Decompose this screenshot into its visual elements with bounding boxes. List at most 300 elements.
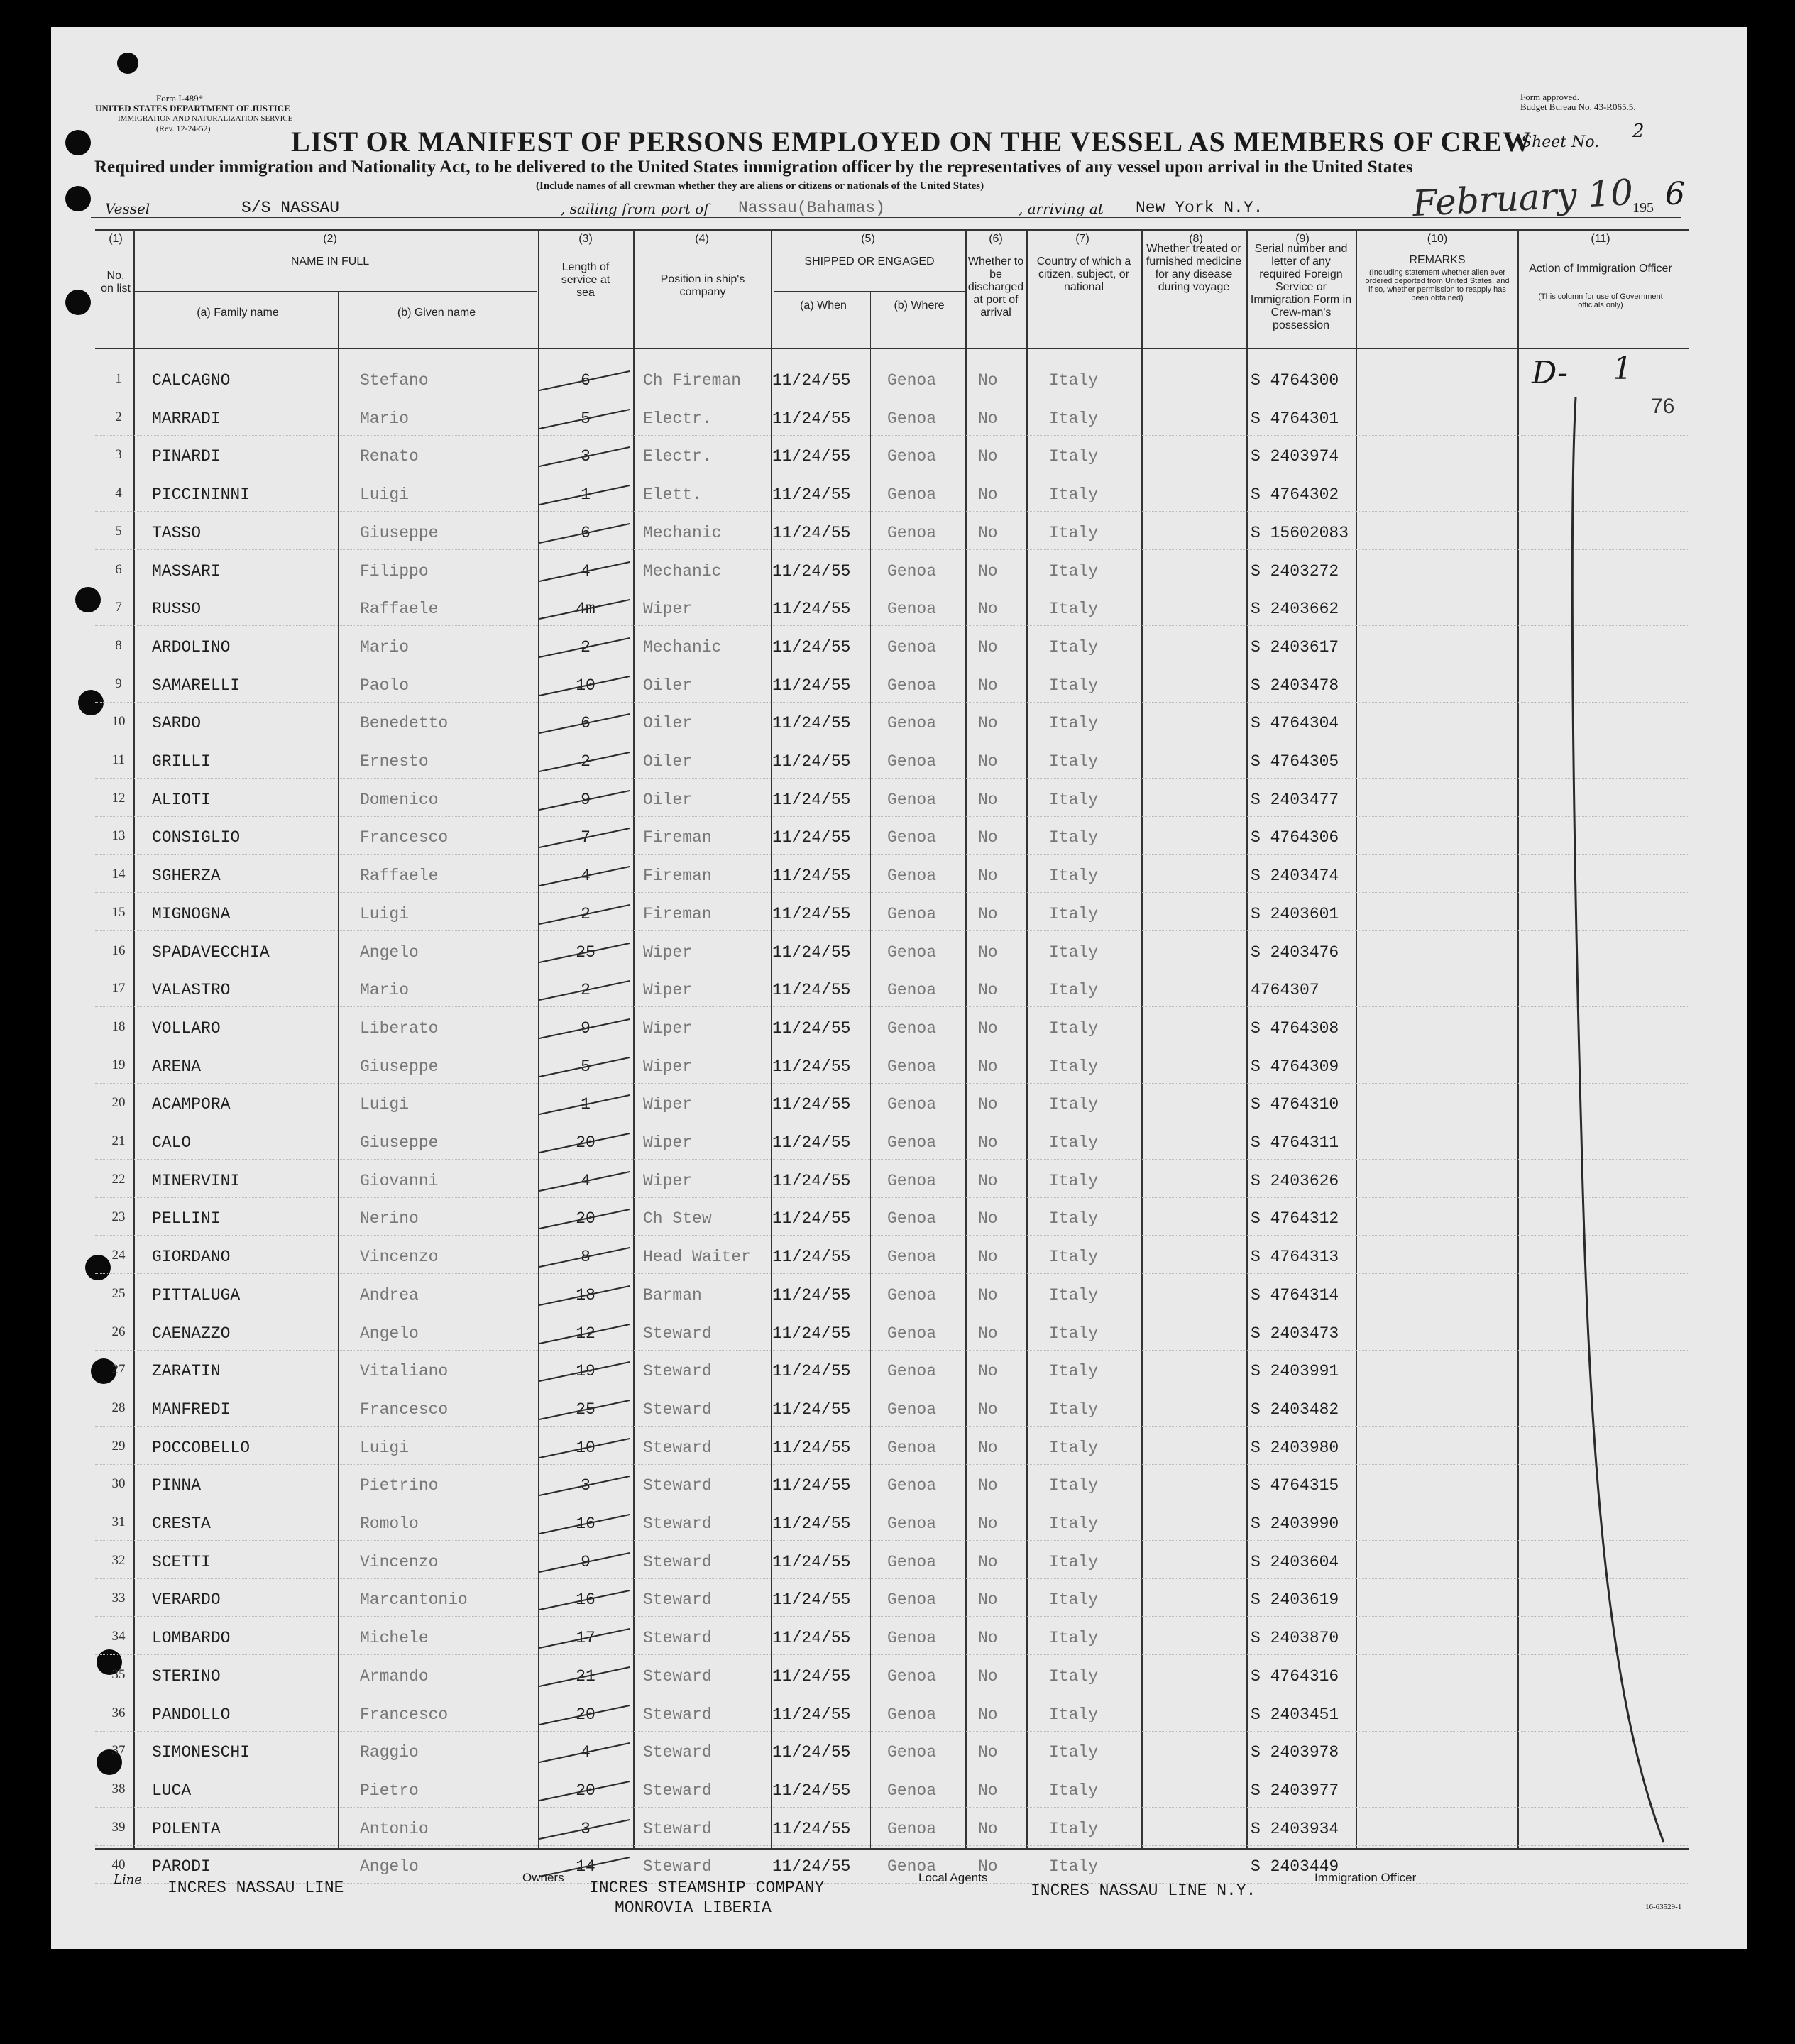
cell-serial: S 2403991 bbox=[1251, 1362, 1339, 1381]
cell-when: 11/24/55 bbox=[772, 1590, 851, 1610]
cell-serial: S 4764314 bbox=[1251, 1285, 1339, 1304]
cell-when: 11/24/55 bbox=[772, 714, 851, 733]
cell-country: Italy bbox=[1049, 867, 1099, 886]
cell-no: 13 bbox=[111, 828, 126, 844]
cell-no: 1 bbox=[115, 371, 122, 386]
cell-discharge: No bbox=[978, 637, 998, 656]
cell-discharge: No bbox=[978, 790, 998, 809]
cell-family: PANDOLLO bbox=[152, 1705, 231, 1724]
cell-no: 4 bbox=[115, 485, 122, 501]
cell-family: POLENTA bbox=[152, 1819, 221, 1838]
cell-where: Genoa bbox=[887, 371, 937, 390]
cell-no: 9 bbox=[115, 676, 122, 691]
cell-family: CAENAZZO bbox=[152, 1324, 231, 1343]
cell-service: 14 bbox=[576, 1857, 595, 1877]
cell-where: Genoa bbox=[887, 867, 937, 886]
cell-country: Italy bbox=[1049, 1324, 1099, 1343]
cell-serial: S 2403451 bbox=[1251, 1705, 1339, 1724]
cell-service: 9 bbox=[581, 1018, 591, 1038]
cell-when: 11/24/55 bbox=[772, 1476, 851, 1495]
col11-header: Action of Immigration Officer bbox=[1529, 263, 1672, 275]
arrival-date: February 10 bbox=[1411, 171, 1635, 225]
cell-given: Luigi bbox=[360, 1438, 410, 1457]
cell-given: Angelo bbox=[360, 1857, 419, 1877]
sheet-number: 2 bbox=[1632, 121, 1645, 142]
cell-where: Genoa bbox=[887, 1324, 937, 1343]
officer-mark-2: 1 bbox=[1613, 351, 1632, 387]
owners-value-1: INCRES STEAMSHIP COMPANY bbox=[589, 1879, 825, 1897]
cell-serial: S 2403934 bbox=[1251, 1819, 1339, 1838]
line-label: Line bbox=[114, 1872, 142, 1887]
cell-where: Genoa bbox=[887, 1552, 937, 1571]
cell-service: 2 bbox=[581, 752, 591, 771]
cell-country: Italy bbox=[1049, 523, 1099, 542]
cell-family: SPADAVECCHIA bbox=[152, 943, 270, 962]
cell-service: 20 bbox=[576, 1705, 595, 1724]
cell-family: POCCOBELLO bbox=[152, 1438, 251, 1457]
col9-number: (9) bbox=[1295, 233, 1310, 245]
cell-where: Genoa bbox=[887, 904, 937, 923]
cell-position: Steward bbox=[643, 1743, 712, 1762]
cell-country: Italy bbox=[1049, 1248, 1099, 1267]
cell-service: 21 bbox=[576, 1666, 595, 1686]
cell-no: 11 bbox=[111, 752, 126, 767]
cell-discharge: No bbox=[978, 561, 998, 581]
cell-country: Italy bbox=[1049, 676, 1099, 695]
cell-discharge: No bbox=[978, 1781, 998, 1800]
cell-service: 17 bbox=[576, 1629, 595, 1648]
cell-country: Italy bbox=[1049, 943, 1099, 962]
cell-family: PELLINI bbox=[152, 1209, 221, 1229]
cell-family: VALASTRO bbox=[152, 981, 231, 1000]
cell-position: Oiler bbox=[643, 676, 693, 695]
cell-discharge: No bbox=[978, 676, 998, 695]
cell-serial: S 4764306 bbox=[1251, 828, 1339, 847]
cell-country: Italy bbox=[1049, 1781, 1099, 1800]
cell-where: Genoa bbox=[887, 1285, 937, 1304]
cell-no: 30 bbox=[111, 1476, 126, 1492]
cell-where: Genoa bbox=[887, 637, 937, 656]
cell-service: 18 bbox=[576, 1285, 595, 1304]
cell-position: Mechanic bbox=[643, 523, 722, 542]
cell-when: 11/24/55 bbox=[772, 867, 851, 886]
cell-position: Steward bbox=[643, 1515, 712, 1533]
cell-service: 5 bbox=[581, 1057, 591, 1076]
cell-given: Angelo bbox=[360, 1324, 419, 1343]
cell-no: 36 bbox=[111, 1705, 126, 1720]
cell-no: 34 bbox=[111, 1629, 126, 1644]
cell-given: Mario bbox=[360, 637, 410, 656]
cell-position: Mechanic bbox=[643, 561, 722, 581]
cell-position: Electr. bbox=[643, 447, 712, 466]
cell-family: VOLLARO bbox=[152, 1018, 221, 1038]
col10-header: REMARKS bbox=[1409, 254, 1466, 266]
department: UNITED STATES DEPARTMENT OF JUSTICE bbox=[95, 103, 290, 114]
cell-serial: S 2403626 bbox=[1251, 1171, 1339, 1190]
cell-when: 11/24/55 bbox=[772, 371, 851, 390]
cell-position: Fireman bbox=[643, 904, 712, 923]
cell-family: ACAMPORA bbox=[152, 1095, 231, 1114]
year-prefix: 195 bbox=[1632, 200, 1654, 216]
cell-when: 11/24/55 bbox=[772, 1515, 851, 1533]
cell-service: 25 bbox=[576, 943, 595, 962]
cell-given: Romolo bbox=[360, 1515, 419, 1533]
cell-service: 4 bbox=[581, 1171, 591, 1190]
cell-given: Michele bbox=[360, 1629, 429, 1648]
cell-when: 11/24/55 bbox=[772, 1285, 851, 1304]
cell-when: 11/24/55 bbox=[772, 1629, 851, 1648]
cell-family: PINARDI bbox=[152, 447, 221, 466]
cell-country: Italy bbox=[1049, 828, 1099, 847]
cell-position: Wiper bbox=[643, 1171, 693, 1190]
cell-serial: S 4764300 bbox=[1251, 371, 1339, 390]
cell-service: 20 bbox=[576, 1781, 595, 1800]
col7-number: (7) bbox=[1075, 233, 1089, 245]
cell-country: Italy bbox=[1049, 1018, 1099, 1038]
cell-no: 29 bbox=[111, 1438, 126, 1454]
cell-serial: S 2403449 bbox=[1251, 1857, 1339, 1877]
cell-discharge: No bbox=[978, 1629, 998, 1648]
cell-service: 1 bbox=[581, 485, 591, 505]
cell-serial: S 2403662 bbox=[1251, 600, 1339, 619]
cell-when: 11/24/55 bbox=[772, 1057, 851, 1076]
cell-country: Italy bbox=[1049, 1057, 1099, 1076]
cell-no: 35 bbox=[111, 1666, 126, 1682]
page-subtitle: Required under immigration and Nationality Act, to be delivered to the United States immigration officer by the representatives of any vessel upon arrival in the United States bbox=[94, 158, 1413, 177]
service: IMMIGRATION AND NATURALIZATION SERVICE bbox=[118, 114, 293, 123]
cell-where: Genoa bbox=[887, 1095, 937, 1114]
cell-discharge: No bbox=[978, 943, 998, 962]
cell-country: Italy bbox=[1049, 790, 1099, 809]
cell-service: 4 bbox=[581, 1743, 591, 1762]
vessel-label: Vessel bbox=[105, 200, 150, 217]
cell-discharge: No bbox=[978, 1590, 998, 1610]
cell-country: Italy bbox=[1049, 1590, 1099, 1610]
cell-no: 6 bbox=[115, 561, 122, 577]
cell-serial: S 2403617 bbox=[1251, 637, 1339, 656]
cell-serial: S 2403974 bbox=[1251, 447, 1339, 466]
cell-discharge: No bbox=[978, 1857, 998, 1877]
cell-when: 11/24/55 bbox=[772, 790, 851, 809]
cell-no: 5 bbox=[115, 523, 122, 539]
cell-country: Italy bbox=[1049, 1629, 1099, 1648]
cell-no: 2 bbox=[115, 409, 122, 424]
cell-no: 8 bbox=[115, 637, 122, 653]
cell-position: Ch Stew bbox=[643, 1209, 712, 1229]
include-note: (Include names of all crewman whether they are aliens or citizens or nationals of the United States) bbox=[536, 180, 984, 192]
cell-country: Italy bbox=[1049, 1438, 1099, 1457]
cell-given: Renato bbox=[360, 447, 419, 466]
cell-country: Italy bbox=[1049, 1209, 1099, 1229]
cell-discharge: No bbox=[978, 485, 998, 505]
col6-header: Whether to be discharged at port of arrival bbox=[967, 256, 1024, 319]
cell-where: Genoa bbox=[887, 1476, 937, 1495]
cell-country: Italy bbox=[1049, 981, 1099, 1000]
cell-given: Vitaliano bbox=[360, 1362, 449, 1381]
cell-given: Francesco bbox=[360, 1400, 449, 1419]
col9-header: Serial number and letter of any required Foreign Service or Immigration Form in Crew-man's possession bbox=[1250, 243, 1352, 331]
cell-serial: S 4764312 bbox=[1251, 1209, 1339, 1229]
cell-no: 17 bbox=[111, 981, 126, 996]
cell-given: Giuseppe bbox=[360, 1133, 439, 1152]
cell-family: TASSO bbox=[152, 523, 202, 542]
cell-serial: S 2403601 bbox=[1251, 904, 1339, 923]
cell-serial: S 2403272 bbox=[1251, 561, 1339, 581]
cell-given: Marcantonio bbox=[360, 1590, 468, 1610]
cell-position: Steward bbox=[643, 1590, 712, 1610]
cell-discharge: No bbox=[978, 1666, 998, 1686]
cell-family: SARDO bbox=[152, 714, 202, 733]
cell-position: Fireman bbox=[643, 828, 712, 847]
cell-where: Genoa bbox=[887, 1743, 937, 1762]
col5a-header: (a) When bbox=[800, 300, 847, 312]
cell-service: 20 bbox=[576, 1133, 595, 1152]
col2-header: NAME IN FULL bbox=[290, 256, 370, 268]
cell-serial: S 2403870 bbox=[1251, 1629, 1339, 1648]
cell-discharge: No bbox=[978, 828, 998, 847]
cell-given: Andrea bbox=[360, 1285, 419, 1304]
cell-when: 11/24/55 bbox=[772, 1133, 851, 1152]
officer-label: Immigration Officer bbox=[1314, 1871, 1417, 1884]
cell-discharge: No bbox=[978, 1819, 998, 1838]
cell-when: 11/24/55 bbox=[772, 561, 851, 581]
cell-given: Benedetto bbox=[360, 714, 449, 733]
cell-given: Vincenzo bbox=[360, 1248, 439, 1267]
cell-where: Genoa bbox=[887, 1857, 937, 1877]
cell-when: 11/24/55 bbox=[772, 1209, 851, 1229]
cell-discharge: No bbox=[978, 904, 998, 923]
cell-country: Italy bbox=[1049, 600, 1099, 619]
cell-where: Genoa bbox=[887, 981, 937, 1000]
cell-country: Italy bbox=[1049, 1476, 1099, 1495]
cell-serial: S 2403619 bbox=[1251, 1590, 1339, 1610]
cell-country: Italy bbox=[1049, 637, 1099, 656]
cell-discharge: No bbox=[978, 1171, 998, 1190]
cell-family: ZARATIN bbox=[152, 1362, 221, 1381]
cell-position: Wiper bbox=[643, 1133, 693, 1152]
cell-given: Pietrino bbox=[360, 1476, 439, 1495]
cell-where: Genoa bbox=[887, 485, 937, 505]
cell-position: Wiper bbox=[643, 600, 693, 619]
revision: (Rev. 12-24-52) bbox=[156, 123, 211, 133]
cell-country: Italy bbox=[1049, 1705, 1099, 1724]
cell-no: 24 bbox=[111, 1248, 126, 1263]
cell-family: MARRADI bbox=[152, 409, 221, 428]
cell-given: Domenico bbox=[360, 790, 439, 809]
cell-no: 39 bbox=[111, 1819, 126, 1835]
cell-serial: S 2403477 bbox=[1251, 790, 1339, 809]
cell-when: 11/24/55 bbox=[772, 981, 851, 1000]
cell-discharge: No bbox=[978, 523, 998, 542]
col2b-header: (b) Given name bbox=[397, 307, 476, 319]
cell-no: 20 bbox=[111, 1095, 126, 1111]
cell-serial: S 4764315 bbox=[1251, 1476, 1339, 1495]
cell-discharge: No bbox=[978, 714, 998, 733]
cell-country: Italy bbox=[1049, 1552, 1099, 1571]
col5-number: (5) bbox=[861, 233, 875, 245]
cell-family: GRILLI bbox=[152, 752, 211, 771]
cell-where: Genoa bbox=[887, 943, 937, 962]
cell-family: CRESTA bbox=[152, 1515, 211, 1533]
cell-service: 9 bbox=[581, 790, 591, 809]
cell-given: Mario bbox=[360, 981, 410, 1000]
cell-family: PINNA bbox=[152, 1476, 202, 1495]
cell-serial: S 4764302 bbox=[1251, 485, 1339, 505]
port-to: New York N.Y. bbox=[1136, 199, 1263, 217]
cell-no: 14 bbox=[111, 867, 126, 882]
cell-family: SIMONESCHI bbox=[152, 1743, 251, 1762]
cell-position: Ch Fireman bbox=[643, 371, 742, 390]
cell-serial: S 4764310 bbox=[1251, 1095, 1339, 1114]
col3-number: (3) bbox=[578, 233, 593, 245]
cell-position: Wiper bbox=[643, 943, 693, 962]
cell-serial: S 2403473 bbox=[1251, 1324, 1339, 1343]
cell-when: 11/24/55 bbox=[772, 637, 851, 656]
cell-serial: S 2403990 bbox=[1251, 1515, 1339, 1533]
cell-where: Genoa bbox=[887, 828, 937, 847]
cell-position: Electr. bbox=[643, 409, 712, 428]
cell-serial: S 4764316 bbox=[1251, 1666, 1339, 1686]
cell-family: LUCA bbox=[152, 1781, 192, 1800]
cell-given: Stefano bbox=[360, 371, 429, 390]
cell-position: Elett. bbox=[643, 485, 702, 505]
cell-family: ALIOTI bbox=[152, 790, 211, 809]
cell-where: Genoa bbox=[887, 1515, 937, 1533]
cell-given: Nerino bbox=[360, 1209, 419, 1229]
cell-serial: S 2403977 bbox=[1251, 1781, 1339, 1800]
cell-service: 2 bbox=[581, 981, 591, 1000]
owners-label: Owners bbox=[522, 1871, 564, 1884]
cell-no: 19 bbox=[111, 1057, 126, 1072]
cell-service: 8 bbox=[581, 1248, 591, 1267]
cell-family: PARODI bbox=[152, 1857, 211, 1877]
cell-country: Italy bbox=[1049, 904, 1099, 923]
form-number: Form I-489* bbox=[156, 93, 204, 104]
col5b-header: (b) Where bbox=[894, 300, 945, 312]
cell-position: Steward bbox=[643, 1400, 712, 1419]
cell-no: 10 bbox=[111, 714, 126, 730]
cell-position: Fireman bbox=[643, 867, 712, 886]
cell-when: 11/24/55 bbox=[772, 485, 851, 505]
cell-service: 3 bbox=[581, 1819, 591, 1838]
cell-country: Italy bbox=[1049, 485, 1099, 505]
cell-position: Steward bbox=[643, 1362, 712, 1381]
cell-serial: S 4764311 bbox=[1251, 1133, 1339, 1152]
cell-where: Genoa bbox=[887, 1781, 937, 1800]
cell-country: Italy bbox=[1049, 1819, 1099, 1838]
cell-no: 7 bbox=[115, 600, 122, 615]
cell-service: 4 bbox=[581, 561, 591, 581]
cell-position: Barman bbox=[643, 1285, 702, 1304]
cell-discharge: No bbox=[978, 1400, 998, 1419]
cell-where: Genoa bbox=[887, 1438, 937, 1457]
col8-number: (8) bbox=[1189, 233, 1203, 245]
cell-when: 11/24/55 bbox=[772, 1362, 851, 1381]
cell-service: 6 bbox=[581, 371, 591, 390]
cell-no: 32 bbox=[111, 1552, 126, 1568]
cell-discharge: No bbox=[978, 1438, 998, 1457]
cell-country: Italy bbox=[1049, 561, 1099, 581]
cell-position: Wiper bbox=[643, 1095, 693, 1114]
cell-position: Mechanic bbox=[643, 637, 722, 656]
cell-position: Steward bbox=[643, 1857, 712, 1877]
year-suffix: 6 bbox=[1665, 176, 1685, 212]
cell-discharge: No bbox=[978, 600, 998, 619]
cell-service: 5 bbox=[581, 409, 591, 428]
cell-service: 10 bbox=[576, 676, 595, 695]
cell-when: 11/24/55 bbox=[772, 447, 851, 466]
cell-family: GIORDANO bbox=[152, 1248, 231, 1267]
crew-count: 76 bbox=[1651, 395, 1675, 418]
cell-when: 11/24/55 bbox=[772, 1666, 851, 1686]
cell-discharge: No bbox=[978, 1515, 998, 1533]
cell-family: ARDOLINO bbox=[152, 637, 231, 656]
col4-header: Position in ship's company bbox=[660, 273, 745, 298]
col10-note: (Including statement whether alien ever ordered deported from United States, and if so, whether permission to reapply has been obtained) bbox=[1365, 268, 1510, 302]
cell-discharge: No bbox=[978, 1324, 998, 1343]
cell-discharge: No bbox=[978, 1057, 998, 1076]
col5-header: SHIPPED OR ENGAGED bbox=[804, 256, 935, 268]
cell-no: 25 bbox=[111, 1285, 126, 1301]
cell-position: Oiler bbox=[643, 790, 693, 809]
cell-no: 22 bbox=[111, 1171, 126, 1187]
cell-position: Oiler bbox=[643, 752, 693, 771]
cell-service: 1 bbox=[581, 1095, 591, 1114]
cell-position: Wiper bbox=[643, 1018, 693, 1038]
cell-service: 25 bbox=[576, 1400, 595, 1419]
cell-service: 12 bbox=[576, 1324, 595, 1343]
col7-header: Country of which a citizen, subject, or national bbox=[1036, 256, 1131, 293]
cell-family: STERINO bbox=[152, 1666, 221, 1686]
cell-country: Italy bbox=[1049, 447, 1099, 466]
cell-given: Pietro bbox=[360, 1781, 419, 1800]
sailing-label: , sailing from port of bbox=[561, 200, 709, 217]
cell-where: Genoa bbox=[887, 523, 937, 542]
cell-when: 11/24/55 bbox=[772, 600, 851, 619]
cell-when: 11/24/55 bbox=[772, 752, 851, 771]
col1-number: (1) bbox=[109, 233, 123, 245]
cell-service: 4 bbox=[581, 867, 591, 886]
cell-given: Giovanni bbox=[360, 1171, 439, 1190]
cell-country: Italy bbox=[1049, 752, 1099, 771]
col8-header: Whether treated or furnished medicine for any disease during voyage bbox=[1146, 243, 1242, 293]
cell-country: Italy bbox=[1049, 714, 1099, 733]
cell-position: Oiler bbox=[643, 714, 693, 733]
cell-discharge: No bbox=[978, 1018, 998, 1038]
cell-given: Raffaele bbox=[360, 600, 439, 619]
cell-country: Italy bbox=[1049, 1743, 1099, 1762]
cell-discharge: No bbox=[978, 1476, 998, 1495]
cell-no: 15 bbox=[111, 904, 126, 920]
cell-discharge: No bbox=[978, 1133, 998, 1152]
cell-service: 7 bbox=[581, 828, 591, 847]
col3-header: Length of service at sea bbox=[561, 261, 610, 299]
cell-where: Genoa bbox=[887, 676, 937, 695]
cell-where: Genoa bbox=[887, 1400, 937, 1419]
vessel-name: S/S NASSAU bbox=[241, 199, 340, 217]
cell-country: Italy bbox=[1049, 1857, 1099, 1877]
cell-family: PICCININNI bbox=[152, 485, 251, 505]
cell-family: RUSSO bbox=[152, 600, 202, 619]
sheet-label: Sheet No. bbox=[1521, 133, 1600, 151]
cell-discharge: No bbox=[978, 371, 998, 390]
cell-family: MASSARI bbox=[152, 561, 221, 581]
line-value: INCRES NASSAU LINE bbox=[168, 1879, 344, 1897]
cell-serial: S 2403482 bbox=[1251, 1400, 1339, 1419]
cell-family: SCETTI bbox=[152, 1552, 211, 1571]
cell-where: Genoa bbox=[887, 1705, 937, 1724]
cell-when: 11/24/55 bbox=[772, 1324, 851, 1343]
